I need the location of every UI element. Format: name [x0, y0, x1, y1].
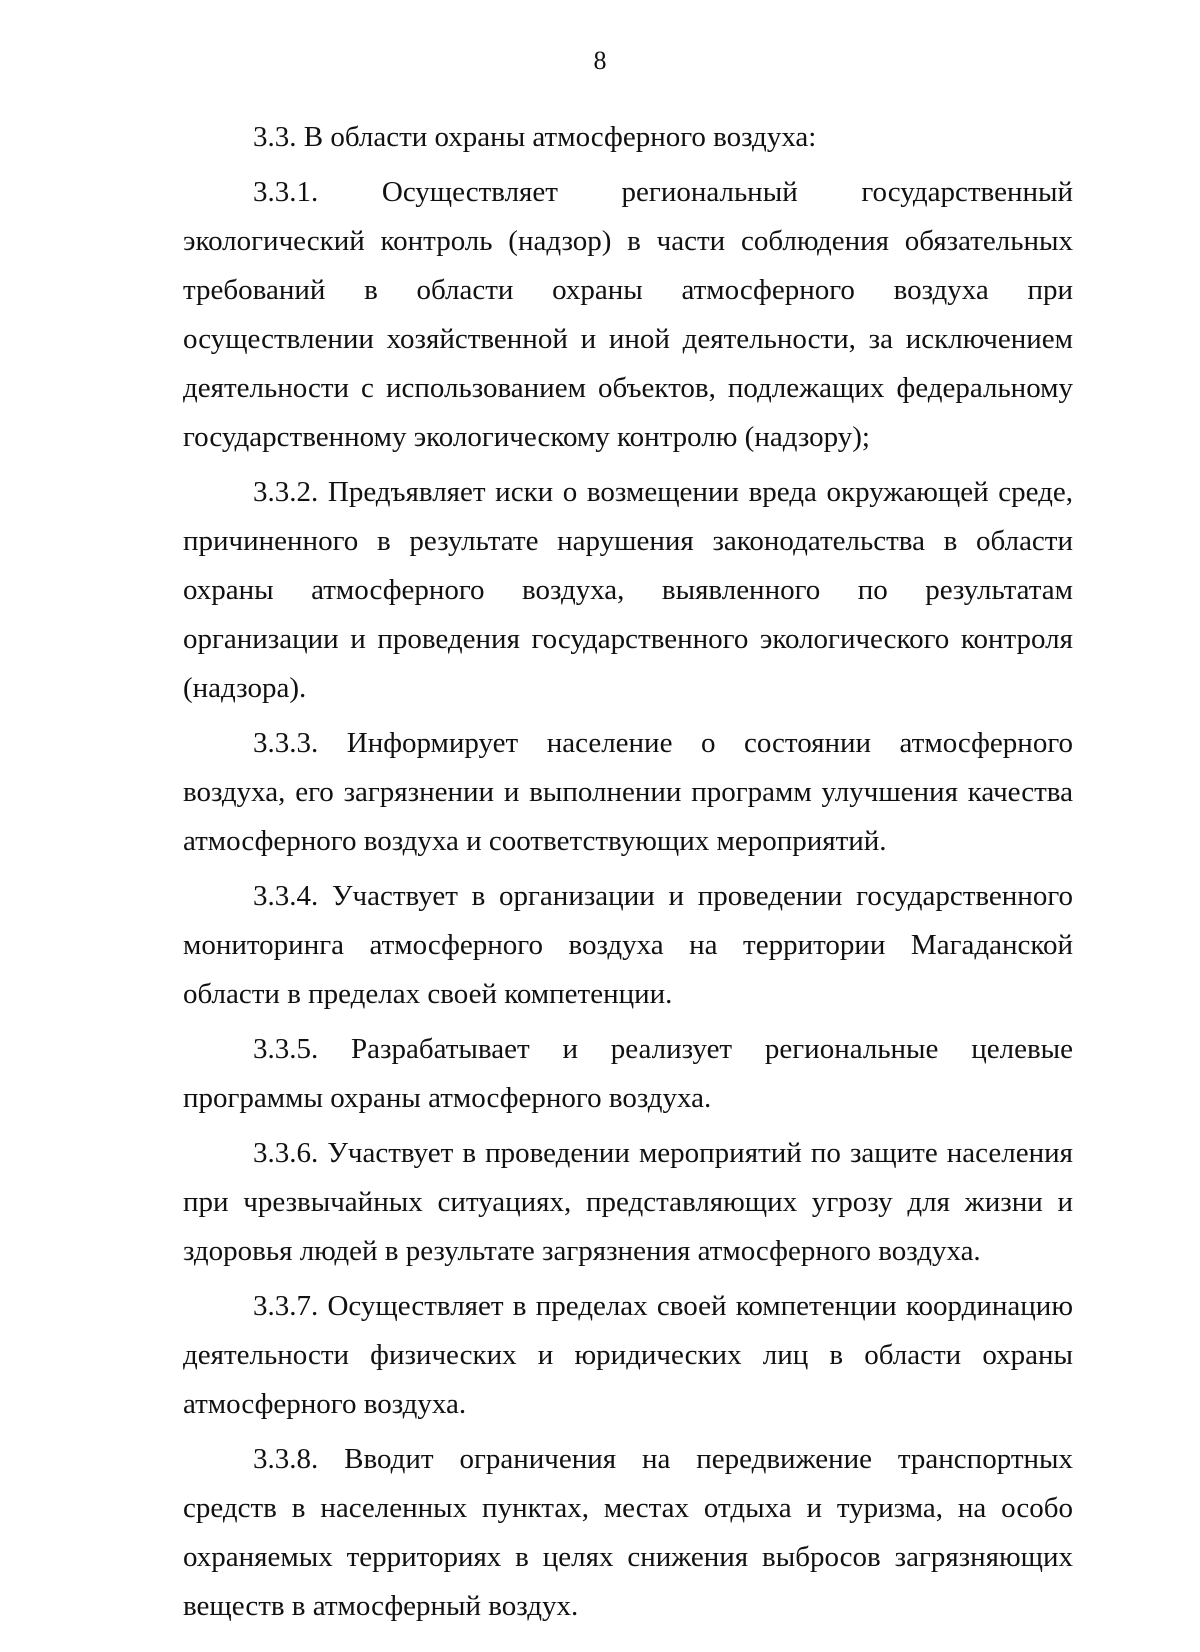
- paragraph-3-3-7: 3.3.7. Осуществляет в пределах своей компетенции координацию деятельности физических и юридических лиц в области охраны атмосферного воздуха.: [183, 1290, 1073, 1420]
- paragraph-3-3-4: 3.3.4. Участвует в организации и проведении государственного мониторинга атмосферного воздуха на территории Магаданской области в пределах своей компетенции.: [183, 880, 1073, 1010]
- paragraph-3-3-8: 3.3.8. Вводит ограничения на передвижение транспортных средств в населенных пунктах, местах отдыха и туризма, на особо охраняемых территориях в целях снижения выбросов загрязняющих веществ в атмосферный воздух.: [183, 1443, 1073, 1622]
- section-heading: 3.3. В области охраны атмосферного воздуха:: [253, 121, 817, 153]
- paragraph-3-3-3: 3.3.3. Информирует население о состоянии атмосферного воздуха, его загрязнении и выполнении программ улучшения качества атмосферного воздуха и соответствующих мероприятий.: [183, 727, 1073, 857]
- document-body: [183, 113, 1073, 1631]
- paragraph-3-3-1: 3.3.1. Осуществляет региональный государственный экологический контроль (надзор) в части соблюдения обязательных требований в области охраны атмосферного воздуха при осуществлении хозяйственной и иной деятельности, за исключением деятельности с использованием объектов, подлежащих федеральному государственному экологическому контролю (надзору);: [183, 176, 1073, 453]
- paragraph-3-3-5: 3.3.5. Разрабатывает и реализует региональные целевые программы охраны атмосферного воздуха.: [183, 1033, 1073, 1114]
- page-number: 8: [593, 46, 607, 75]
- paragraph-3-3-2: 3.3.2. Предъявляет иски о возмещении вреда окружающей среде, причиненного в результате нарушения законодательства в области охраны атмосферного воздуха, выявленного по результатам организации и проведения государственного экологического контроля (надзора).: [183, 476, 1073, 704]
- paragraph-3-3-6: 3.3.6. Участвует в проведении мероприятий по защите населения при чрезвычайных ситуациях, представляющих угрозу для жизни и здоровья людей в результате загрязнения атмосферного воздуха.: [183, 1137, 1073, 1267]
